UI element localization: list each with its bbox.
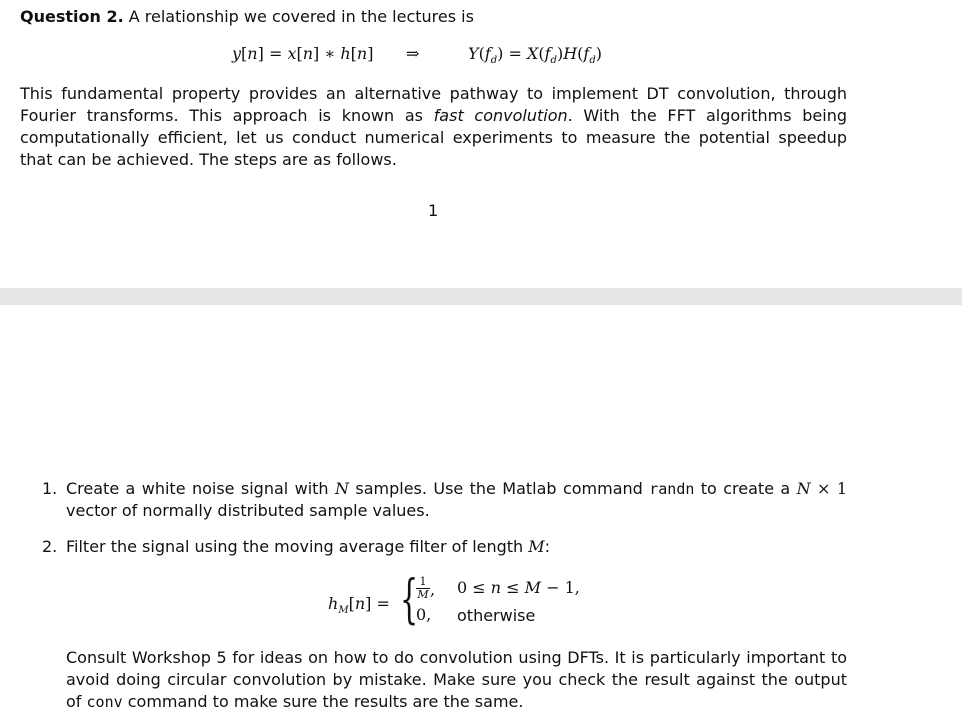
- comma: ,: [430, 580, 436, 599]
- frac-numerator: 1: [416, 576, 430, 589]
- question-label: Question 2.: [20, 7, 124, 26]
- paragraph1-emphasis: fast convolution: [433, 106, 568, 125]
- paragraph1-text-a: This fundamental property provides an alternative pathway to implement DT convolution, through Fourier transforms. This approach is known as: [20, 84, 847, 125]
- code-randn: randn: [649, 480, 695, 498]
- var-m: M: [528, 537, 545, 556]
- condition-range: 0 ≤ n ≤ M − 1,: [457, 578, 580, 597]
- page-number: 1: [428, 201, 439, 220]
- paragraph-consult-workshop: [66, 647, 847, 713]
- step2-text-a: Filter the signal using the moving average filter of length: [66, 537, 529, 556]
- step1-text-b: samples. Use the Matlab command: [348, 479, 650, 498]
- equation-frequency-domain: $Y(f_d) = X(f_d)H(f_d)$: [468, 44, 602, 67]
- condition-otherwise: otherwise: [457, 606, 536, 625]
- list-number: 1.: [42, 479, 58, 498]
- list-number: 2.: [42, 537, 58, 556]
- step1-text-d: vector of normally distributed sample values.: [66, 501, 430, 520]
- vector-dims: N × 1: [796, 479, 848, 498]
- step2-text-b: :: [544, 537, 551, 556]
- code-conv: conv: [86, 693, 123, 711]
- page-1: [0, 0, 962, 288]
- filter-lhs: $h_M[n]$ =: [328, 594, 390, 617]
- list-item-text: [66, 536, 847, 558]
- page-gap: [0, 288, 962, 305]
- question-intro: A relationship we covered in the lectures is: [123, 7, 474, 26]
- step1-text-a: Create a white noise signal with: [66, 479, 335, 498]
- var-n: N: [334, 479, 349, 498]
- implies-arrow: ⇒: [406, 44, 420, 63]
- paragraph-fast-convolution: [20, 83, 847, 171]
- step1-text-c: to create a: [694, 479, 797, 498]
- question-heading: [20, 6, 474, 28]
- paragraph1-text-b: . With the FFT algorithms being computationally efficient, let us conduct numerical experiments to measure the potential speedup that can be achieved. The steps are as follows.: [20, 106, 847, 169]
- equation-time-domain: y[n] = x[n] ∗ h[n]: [232, 44, 374, 63]
- fraction-one-over-m: [416, 576, 430, 601]
- frac-denominator: M: [417, 588, 429, 601]
- list-item-text: [66, 478, 847, 522]
- piecewise-brace: {: [400, 570, 419, 630]
- piecewise-zero: 0,: [416, 605, 432, 624]
- paragraph2-text-a: Consult Workshop 5 for ideas on how to do convolution using DFTs. It is particularly important to avoid doing circular convolution by mistake. Make sure you check the result against the output of: [66, 648, 847, 711]
- paragraph2-text-b: command to make sure the results are the same.: [122, 692, 524, 711]
